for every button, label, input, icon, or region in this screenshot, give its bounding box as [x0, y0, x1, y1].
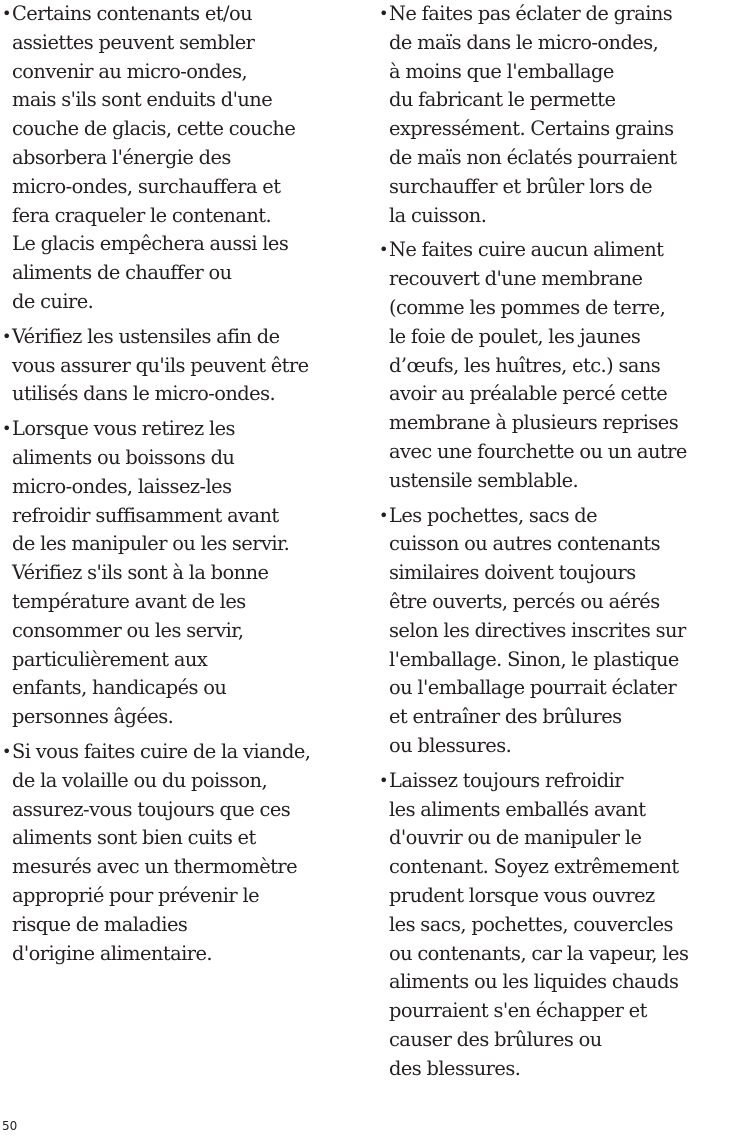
text-line: personnes âgées. — [12, 705, 174, 729]
text-line: le foie de poulet, les jaunes — [389, 324, 641, 348]
text-line: de la volaille ou du poisson, — [12, 768, 268, 792]
text-line: Vérifiez s'ils sont à la bonne — [12, 561, 269, 585]
text-line: ou l'emballage pourrait éclater — [389, 676, 677, 700]
text-line: d'origine alimentaire. — [12, 941, 213, 965]
text-line: être ouverts, percés ou aérés — [389, 589, 660, 613]
text-line: consommer ou les servir, — [12, 618, 244, 642]
text-line: la cuisson. — [389, 203, 487, 227]
text-line: température avant de les — [12, 589, 246, 613]
text-line: avoir au préalable percé cette — [389, 382, 668, 406]
text-line: aliments sont bien cuits et — [12, 826, 256, 850]
bullet-icon: • — [2, 741, 11, 761]
text-line: expressément. Certains grains — [389, 117, 674, 141]
text-line: du fabricant le permette — [389, 88, 616, 112]
text-line: les aliments emballés avant — [389, 797, 646, 821]
text-line: approprié pour prévenir le — [12, 883, 260, 907]
text-line: cuisson ou autres contenants — [389, 532, 661, 556]
text-line: mesurés avec un thermomètre — [12, 855, 298, 879]
text-line: de les manipuler ou les servir. — [12, 532, 290, 556]
text-line: les sacs, pochettes, couvercles — [389, 912, 673, 936]
bullet-item — [379, 502, 730, 761]
bullet-item — [2, 415, 354, 732]
text-line: enfants, handicapés ou — [12, 676, 227, 700]
text-line: vous assurer qu'ils peuvent être — [12, 353, 309, 377]
text-line: couche de glacis, cette couche — [12, 117, 296, 141]
text-line: refroidir suffisamment avant — [12, 503, 279, 527]
text-line: micro-ondes, surchauffera et — [12, 174, 281, 198]
bullet-item — [379, 767, 730, 1084]
bullet-item — [2, 738, 354, 968]
text-line: Lorsque vous retirez les — [12, 417, 235, 441]
bullet-icon: • — [379, 505, 388, 525]
bullet-icon: • — [379, 770, 388, 790]
bullet-item — [379, 236, 730, 495]
bullet-icon: • — [379, 4, 388, 23]
text-line: mais s'ils sont enduits d'une — [12, 88, 273, 112]
text-line: aliments ou les liquides chauds — [389, 970, 679, 994]
text-line: à moins que l'emballage — [389, 59, 614, 83]
text-line: d’œufs, les huîtres, etc.) sans — [389, 353, 661, 377]
text-line: Certains contenants et/ou — [12, 2, 253, 25]
text-line: recouvert d'une membrane — [389, 267, 643, 291]
text-line: risque de maladies — [12, 912, 188, 936]
bullet-icon: • — [379, 240, 388, 260]
text-line: ou contenants, car la vapeur, les — [389, 941, 689, 965]
text-line: Ne faites cuire aucun aliment — [389, 238, 664, 262]
bullet-item — [379, 0, 730, 230]
page-number: 50 — [2, 1119, 18, 1133]
text-line: Vérifiez les ustensiles afin de — [12, 324, 280, 348]
bullet-icon: • — [2, 326, 11, 346]
text-line: micro-ondes, laissez-les — [12, 474, 232, 498]
text-line: selon les directives inscrites sur — [389, 618, 686, 642]
text-line: utilisés dans le micro-ondes. — [12, 382, 276, 406]
text-line: assurez-vous toujours que ces — [12, 797, 291, 821]
bullet-item — [2, 323, 354, 409]
text-line: prudent lorsque vous ouvrez — [389, 883, 655, 907]
text-line: de maïs non éclatés pourraient — [389, 145, 677, 169]
text-line: et entraîner des brûlures — [389, 705, 622, 729]
text-line: (comme les pommes de terre, — [389, 295, 666, 319]
text-line: contenant. Soyez extrêmement — [389, 855, 679, 879]
text-line: Le glacis empêchera aussi les — [12, 232, 289, 256]
text-line: Laissez toujours refroidir — [389, 768, 623, 792]
text-line: pourraient s'en échapper et — [389, 999, 647, 1023]
text-line: ustensile semblable. — [389, 468, 579, 492]
text-line: convenir au micro-ondes, — [12, 59, 248, 83]
text-line: l'emballage. Sinon, le plastique — [389, 647, 679, 671]
text-line: de maïs dans le micro-ondes, — [389, 30, 659, 54]
text-line: membrane à plusieurs reprises — [389, 411, 679, 435]
left-column — [2, 0, 354, 974]
text-line: assiettes peuvent sembler — [12, 30, 255, 54]
text-line: avec une fourchette ou un autre — [389, 439, 687, 463]
text-line: aliments de chauffer ou — [12, 261, 232, 285]
text-line: fera craqueler le contenant. — [12, 203, 272, 227]
text-line: particulièrement aux — [12, 647, 208, 671]
text-line: aliments ou boissons du — [12, 445, 235, 469]
text-line: Si vous faites cuire de la viande, — [12, 739, 311, 763]
text-line: ou blessures. — [389, 733, 512, 757]
bullet-icon: • — [2, 419, 11, 439]
text-line: causer des brûlures ou — [389, 1027, 602, 1051]
text-line: surchauffer et brûler lors de — [389, 174, 653, 198]
text-line: Les pochettes, sacs de — [389, 503, 598, 527]
bullet-item — [2, 0, 354, 317]
text-line: Ne faites pas éclater de grains — [389, 2, 673, 25]
text-line: des blessures. — [389, 1056, 521, 1080]
bullet-icon: • — [2, 4, 11, 23]
text-line: similaires doivent toujours — [389, 561, 636, 585]
right-column — [379, 0, 730, 1089]
text-line: d'ouvrir ou de manipuler le — [389, 826, 642, 850]
text-line: de cuire. — [12, 289, 94, 313]
text-line: absorbera l'énergie des — [12, 145, 231, 169]
